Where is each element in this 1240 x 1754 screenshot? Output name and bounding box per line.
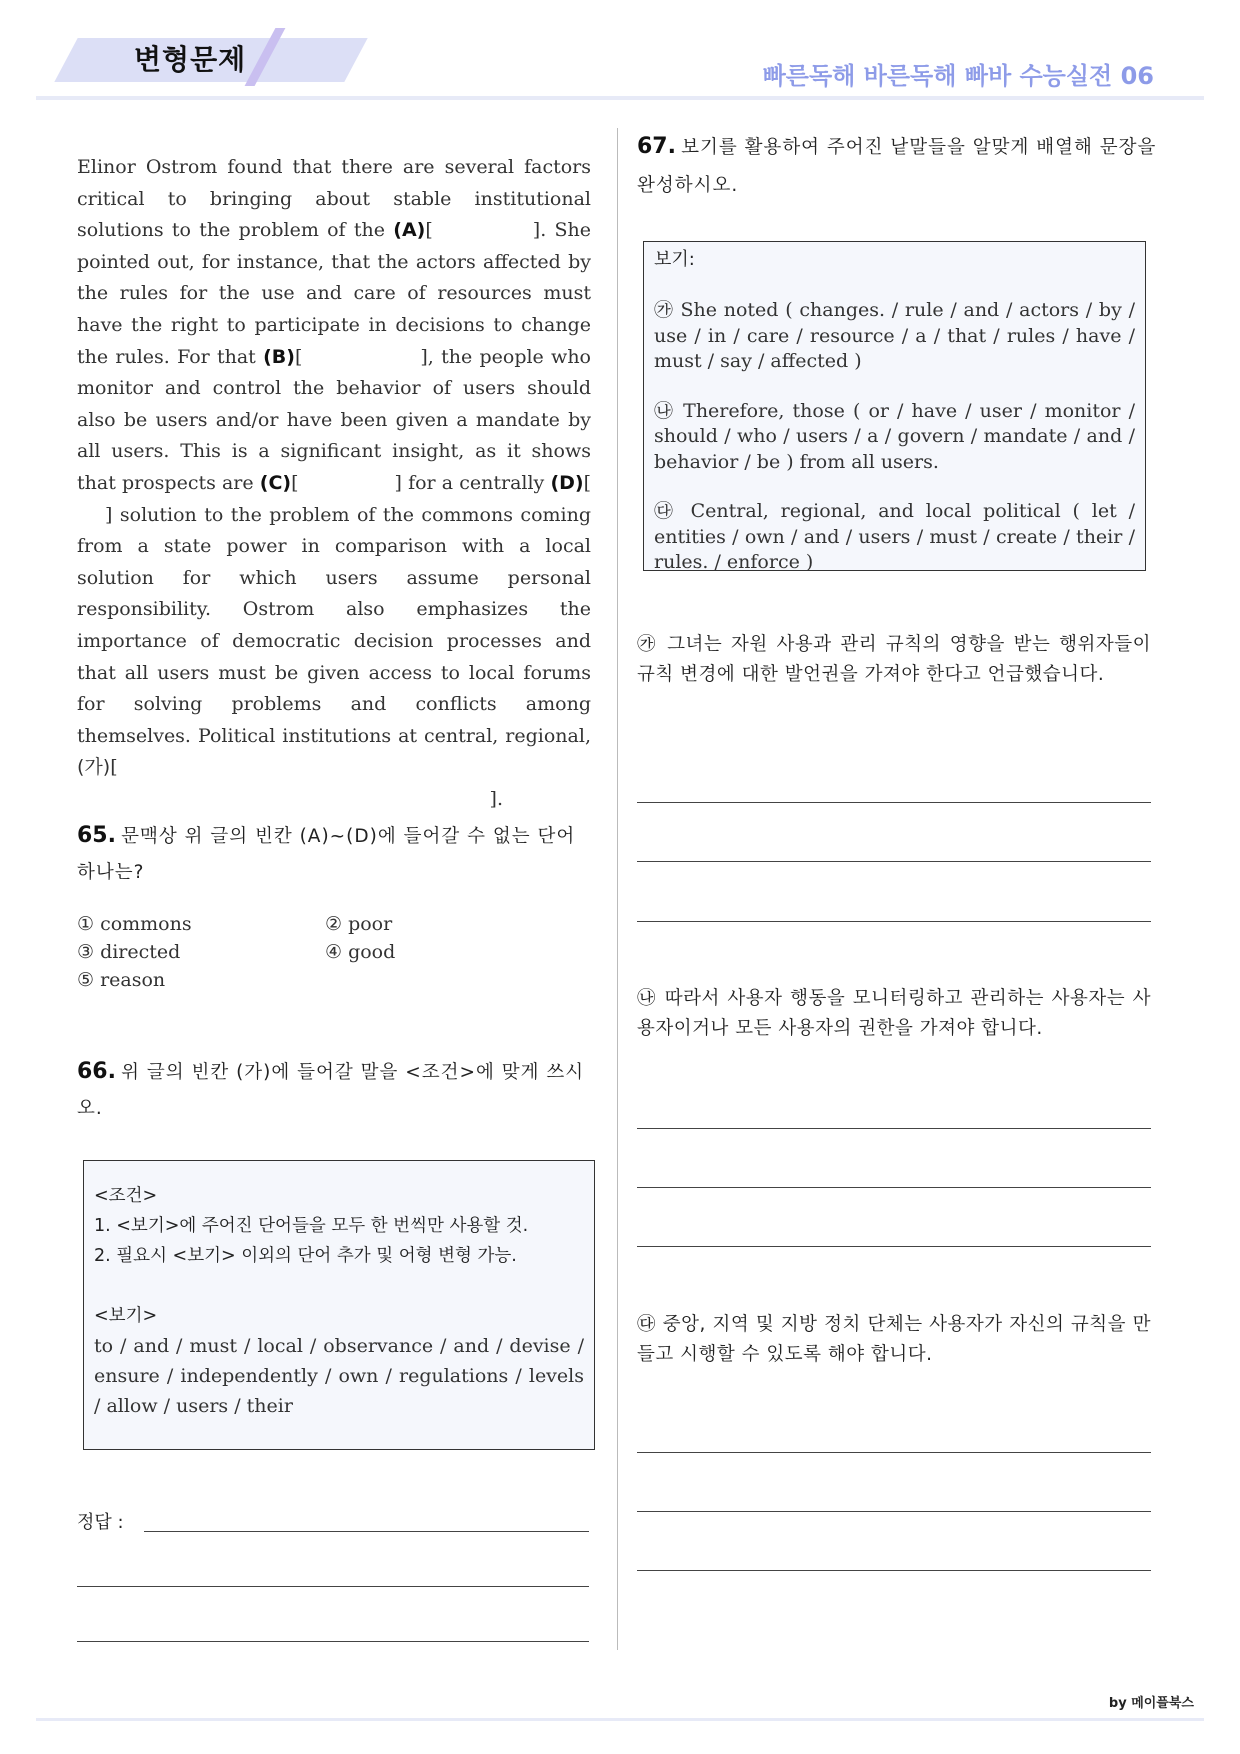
header-label: 변형문제	[134, 43, 247, 76]
blank-ga-end: ].	[489, 787, 503, 810]
footer-publisher: by 메이플북스	[1108, 1696, 1194, 1711]
answer-label: 정답 :	[77, 1512, 124, 1533]
question-66	[77, 1054, 597, 1127]
blank-marker-a: (A)	[393, 219, 426, 242]
answer-line[interactable]	[77, 1641, 589, 1642]
passage-text: , the people who monitor and control the behavior of users should also be users and/or have been given a mandate by all users. This is a significant insight, as it shows that prospects are	[77, 345, 591, 494]
answer-line[interactable]	[637, 802, 1151, 803]
question-number: 67.	[637, 134, 676, 159]
korean-prompt-a: ㉮ 그녀는 자원 사용과 관리 규칙의 영향을 받는 행위자들이 규칙 변경에 대한 발언권을 가져야 한다고 언급했습니다.	[637, 634, 1151, 685]
choice-5[interactable]: ⑤ reason	[77, 969, 166, 991]
passage-text: for a centrally	[401, 471, 551, 494]
blank-marker-ga: (가)	[77, 756, 111, 779]
answer-line[interactable]	[144, 1531, 589, 1532]
answer-line[interactable]	[77, 1586, 589, 1587]
header-subtitle: 빠른독해 바른독해 빠바 수능실전 06	[762, 62, 1154, 90]
condition-box	[83, 1160, 595, 1450]
bogi-title: 보기:	[654, 249, 695, 270]
condition-2: 2. 필요시 <보기> 이외의 단어 추가 및 어형 변형 가능.	[94, 1246, 517, 1266]
reading-passage: Elinor Ostrom found that there are several factors critical to bringing about stable institutional solutions to the problem of the (A)[ ]. She pointed out, for instance, that the actors affected by the rules for the use and care of resources must have the right to participate in decisions to change the rules. For that (B)[ ], the people who monitor and control the behavior of users should also be users and/or have been given a mandate by all users. This is a significant insight, as it shows that prospects are (C)[ ] for a centrally (D)[] solution to the problem of the commons coming from a state power in comparison with a local solution for which users assume personal responsibility. Ostrom also emphasizes the importance of democratic decision processes and that all users must be given access to local forums for solving problems and conflicts among themselves. Political institutions at central, regional, (가)[ ].	[77, 152, 591, 815]
question-65	[77, 818, 597, 891]
passage-text: . She pointed out, for instance, that the actors affected by the rules for the use and care of resources must have the right to participate in decisions to change the rules. For that	[77, 219, 592, 368]
blank-marker-b: (B)	[263, 345, 295, 368]
scramble-item-c: ㉰ Central, regional, and local political ( let / entities / own / and / users / must / create / their / rules. / enforce )	[654, 500, 1135, 573]
footer-divider	[36, 1718, 1204, 1721]
answer-line[interactable]	[637, 1570, 1151, 1571]
question-67	[637, 128, 1157, 205]
question-number: 65.	[77, 823, 116, 848]
condition-title: <조건>	[94, 1186, 158, 1206]
answer-line[interactable]	[637, 1246, 1151, 1247]
choice-1[interactable]: ① commons	[77, 913, 192, 935]
header-divider	[36, 96, 1204, 100]
question-text: 보기를 활용하여 주어진 낱말들을 알맞게 배열해 문장을 완성하시오.	[637, 137, 1157, 196]
question-number: 66.	[77, 1059, 116, 1084]
answer-line[interactable]	[637, 861, 1151, 862]
question-text: 문맥상 위 글의 빈칸 (A)~(D)에 들어갈 수 없는 단어 하나는?	[77, 826, 576, 883]
passage-text: Elinor Ostrom found that there are several factors critical to bringing about stable institutional solutions to the problem of the	[77, 156, 591, 242]
blank-marker-d: (D)	[550, 471, 584, 494]
scramble-item-a: ㉮ She noted ( changes. / rule / and / actors / by / use / in / care / resource / a / that / rules / have / must / say / affected )	[654, 299, 1135, 372]
choice-4[interactable]: ④ good	[325, 941, 396, 963]
bogi-title: <보기>	[94, 1306, 158, 1326]
passage-text: solution to the problem of the commons coming from a state power in comparison with a local solution for which users assume personal responsibility. Ostrom also emphasizes the importance of democratic decision processes and that all users must be given access to local forums for solving problems and conflicts among themselves. Political institutions at central, regional,	[77, 503, 591, 747]
answer-line[interactable]	[637, 921, 1151, 922]
korean-prompt-c: ㉰ 중앙, 지역 및 지방 정치 단체는 사용자가 자신의 규칙을 만들고 시행할 수 있도록 해야 합니다.	[637, 1314, 1151, 1365]
blank-marker-c: (C)	[259, 471, 292, 494]
choice-2[interactable]: ② poor	[325, 913, 393, 935]
choice-3[interactable]: ③ directed	[77, 941, 181, 963]
column-divider	[617, 128, 618, 1650]
bogi-box	[643, 241, 1146, 571]
answer-line[interactable]	[637, 1511, 1151, 1512]
answer-line[interactable]	[637, 1187, 1151, 1188]
scramble-item-b: ㉯ Therefore, those ( or / have / user / monitor / should / who / users / a / govern / mandate / and / behavior / be ) from all users.	[654, 399, 1135, 473]
condition-1: 1. <보기>에 주어진 단어들을 모두 한 번씩만 사용할 것.	[94, 1216, 529, 1236]
question-text: 위 글의 빈칸 (가)에 들어갈 말을 <조건>에 맞게 쓰시오.	[77, 1062, 585, 1119]
bogi-words: to / and / must / local / observance / and / devise / ensure / independently / own / regulations / levels / allow / users / their	[94, 1335, 584, 1417]
korean-prompt-b: ㉯ 따라서 사용자 행동을 모니터링하고 관리하는 사용자는 사용자이거나 모든 사용자의 권한을 가져야 합니다.	[637, 988, 1151, 1039]
answer-line[interactable]	[637, 1452, 1151, 1453]
answer-line[interactable]	[637, 1128, 1151, 1129]
